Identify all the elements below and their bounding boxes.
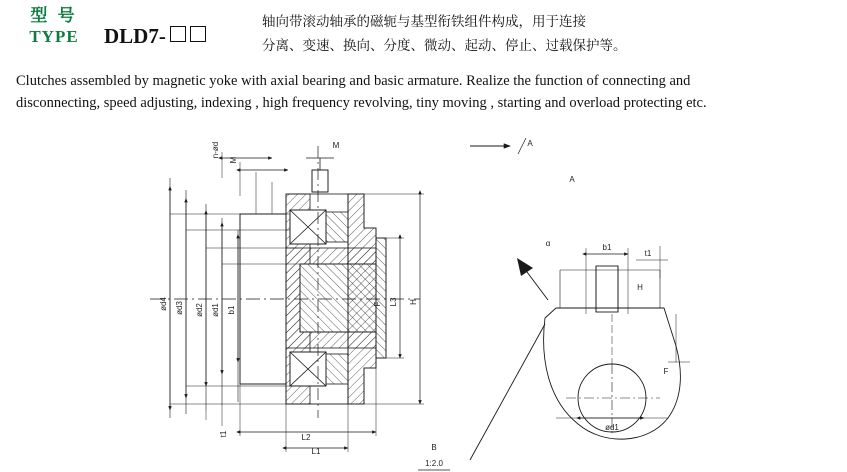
detail-dim-f: F bbox=[663, 367, 669, 376]
detail-dim-h: H bbox=[637, 283, 643, 292]
description-chinese bbox=[262, 10, 822, 58]
model-code-box-2 bbox=[190, 26, 206, 42]
dim-h: H bbox=[409, 299, 418, 305]
dim-l2: L2 bbox=[301, 433, 311, 442]
detail-labels bbox=[425, 139, 668, 468]
model-code bbox=[104, 24, 206, 49]
left-section-view bbox=[150, 138, 526, 452]
dim-d1: ød1 bbox=[211, 303, 220, 317]
detail-note-scale: 1:2.0 bbox=[425, 459, 443, 468]
detail-dim-b1: b1 bbox=[602, 243, 612, 252]
detail-view-a bbox=[418, 246, 690, 470]
drawing-svg bbox=[0, 118, 847, 472]
type-label-cn: 型 号 bbox=[30, 6, 78, 25]
description-chinese-line-1: 轴向带滚动轴承的磁轭与基型衔铁组件构成，用于连接 bbox=[262, 14, 586, 30]
type-label bbox=[18, 6, 90, 47]
detail-note-b: B bbox=[431, 443, 437, 452]
description-english-line-1: Clutches assembled by magnetic yoke with axial bearing and basic armature. Realize the function of connecting and bbox=[16, 73, 691, 89]
dim-top-detail: M bbox=[332, 141, 340, 150]
dim-d4: ød4 bbox=[159, 297, 168, 311]
dim-l1: L1 bbox=[311, 447, 321, 456]
dim-l3: L3 bbox=[389, 297, 398, 307]
dim-d2: ød2 bbox=[195, 303, 204, 317]
description-chinese-line-2: 分离、变速、换向、分度、微动、起动、停止、过载保护等。 bbox=[262, 38, 627, 54]
dim-m-thread: M bbox=[229, 156, 238, 164]
description-english-line-2: disconnecting, speed adjusting, indexing , high frequency revolving, tiny moving , starting and overload protecting etc. bbox=[16, 95, 707, 111]
technical-drawing bbox=[0, 118, 847, 472]
model-code-box-1 bbox=[170, 26, 186, 42]
detail-dim-angle: α bbox=[545, 239, 551, 248]
type-label-en: TYPE bbox=[29, 27, 79, 46]
dim-b1: b1 bbox=[227, 305, 236, 315]
description-english bbox=[16, 70, 834, 114]
dim-n-holes: n-ød bbox=[211, 141, 220, 159]
model-code-text: DLD7- bbox=[104, 24, 166, 48]
detail-dim-t1: t1 bbox=[644, 249, 652, 258]
dim-t1: t1 bbox=[219, 430, 228, 438]
dim-d3: ød3 bbox=[175, 301, 184, 315]
detail-title-a: A bbox=[569, 175, 575, 184]
view-arrow-label: A bbox=[527, 139, 533, 148]
detail-dim-d1: ød1 bbox=[605, 423, 619, 432]
dim-f: F bbox=[373, 301, 382, 307]
